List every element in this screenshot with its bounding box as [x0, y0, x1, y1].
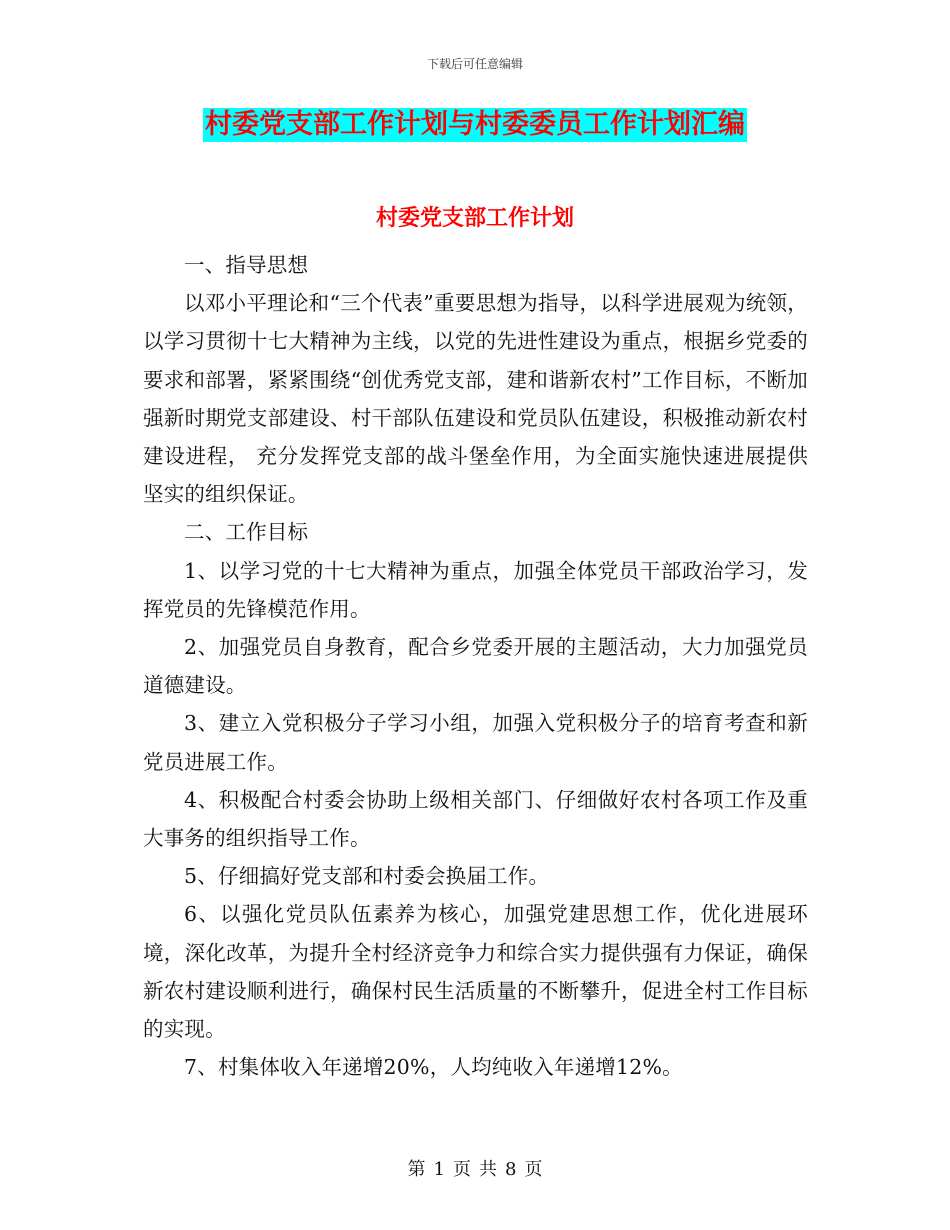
footer-current-page: 1 [433, 1159, 445, 1180]
goal-item-3: 3、建立入党积极分子学习小组，加强入党积极分子的培育考查和新党员进展工作。 [143, 711, 808, 774]
goal-item-4: 4、积极配合村委会协助上级相关部门、仔细做好农村各项工作及重大事务的组织指导工作。 [143, 787, 808, 851]
goal-item-1: 1、以学习党的十七大精神为重点，加强全体党员干部政治学习，发挥党员的先锋模范作用。 [143, 558, 808, 621]
footer-total-prefix: 共 [479, 1159, 497, 1180]
paragraph-guiding-ideology: 以邓小平理论和“三个代表”重要思想为指导，以科学进展观为统领，以学习贯彻十七大精神为主线，以党的先进性建设为重点，根据乡党委的要求和部署，紧紧围绕“创优秀党支部，建和谐新农村”工作目标，不断加强新时期党支部建设、村干部队伍建设和党员队伍建设，积极推动新农村建设进程， 充分发挥党支部的战斗堡垒作用，为全面实施快速进展提供坚实的组织保证。 [143, 291, 808, 507]
footer-total-pages: 8 [505, 1159, 517, 1180]
heading-guiding-ideology: 一、指导思想 [184, 253, 309, 277]
goal-item-7: 7、村集体收入年递增20%，人均纯收入年递增12%。 [184, 1055, 683, 1080]
footer-page-word: 页 [453, 1159, 471, 1180]
goal-item-2: 2、加强党员自身教育，配合乡党委开展的主题活动，大力加强党员道德建设。 [143, 635, 808, 698]
page-footer [0, 1155, 950, 1181]
heading-work-goals: 二、工作目标 [184, 520, 309, 545]
header-note: 下载后可任意编辑 [426, 57, 523, 71]
main-title-container [0, 108, 950, 142]
goal-item-5: 5、仔细搞好党支部和村委会换届工作。 [184, 864, 550, 889]
footer-suffix: 页 [524, 1159, 543, 1180]
section-title: 村委党支部工作计划 [375, 205, 574, 231]
goal-item-6: 6、以强化党员队伍素养为核心，加强党建思想工作，优化进展环境，深化改革，为提升全村经济竞争力和综合实力提供强有力保证，确保新农村建设顺利进行，确保村民生活质量的不断攀升，促进全村工作目标的实现。 [143, 902, 808, 1042]
footer-prefix: 第 [407, 1159, 426, 1180]
main-title: 村委党支部工作计划与村委委员工作计划汇编 [205, 109, 745, 140]
document-body [143, 246, 808, 1086]
